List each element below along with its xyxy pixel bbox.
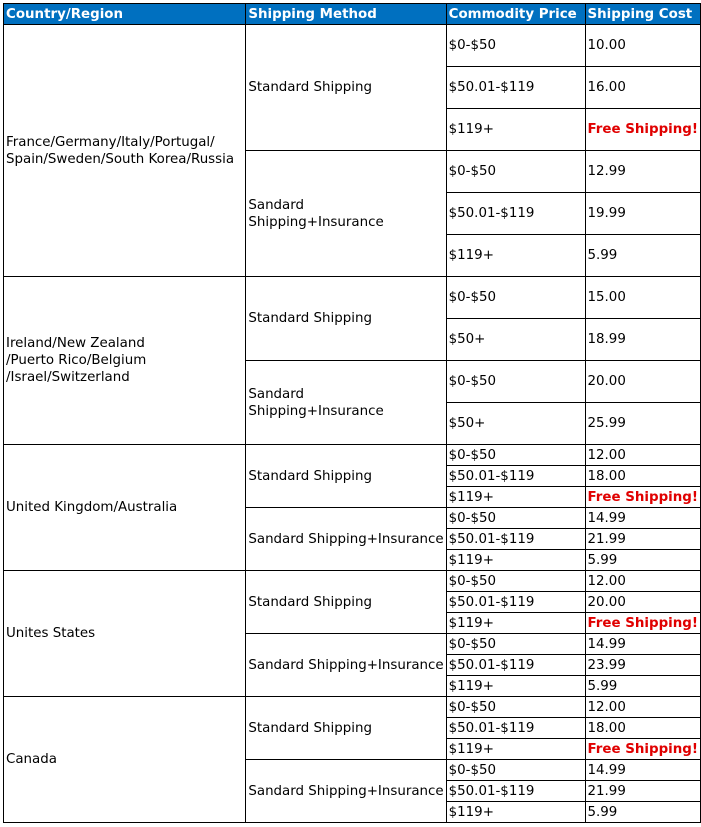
commodity-price-cell: $0-$50 (446, 508, 585, 529)
table-row (4, 697, 701, 718)
header-shipping-cost: Shipping Cost (585, 4, 701, 25)
shipping-cost-cell: 12.00 (585, 697, 701, 718)
shipping-cost-cell: 10.00 (585, 25, 701, 67)
method-line: Sandard (248, 386, 305, 402)
commodity-price-cell: $0-$50 (446, 697, 585, 718)
commodity-price-cell: $119+ (446, 235, 585, 277)
shipping-cost-table (3, 3, 701, 823)
shipping-cost-cell: 12.00 (585, 445, 701, 466)
shipping-method-cell: Sandard Shipping+Insurance (246, 508, 446, 571)
shipping-cost-cell: 14.99 (585, 634, 701, 655)
header-country-region: Country/Region (4, 4, 246, 25)
country-line: /Puerto Rico/Belgium (6, 353, 147, 368)
country-line: France/Germany/Italy/Portugal/ (6, 134, 215, 150)
commodity-price-cell: $50+ (446, 319, 585, 361)
commodity-price-cell: $119+ (446, 550, 585, 571)
shipping-cost-cell: 5.99 (585, 802, 701, 823)
commodity-price-cell: $50.01-$119 (446, 67, 585, 109)
shipping-method-cell: Standard Shipping (246, 25, 446, 151)
shipping-cost-cell: 5.99 (585, 550, 701, 571)
free-shipping-label: Free Shipping! (585, 613, 701, 634)
country-region-cell (4, 277, 246, 445)
shipping-cost-cell: 19.99 (585, 193, 701, 235)
commodity-price-cell: $0-$50 (446, 571, 585, 592)
shipping-cost-cell: 15.00 (585, 277, 701, 319)
header-shipping-method: Shipping Method (246, 4, 446, 25)
shipping-cost-cell: 20.00 (585, 592, 701, 613)
commodity-price-cell: $50.01-$119 (446, 655, 585, 676)
shipping-cost-cell: 18.99 (585, 319, 701, 361)
shipping-cost-cell: 14.99 (585, 508, 701, 529)
country-line: /Israel/Switzerland (6, 370, 130, 385)
shipping-cost-cell: 25.99 (585, 403, 701, 445)
commodity-price-cell: $0-$50 (446, 361, 585, 403)
shipping-method-cell: Standard Shipping (246, 445, 446, 508)
shipping-cost-cell: 21.99 (585, 781, 701, 802)
shipping-cost-cell: 14.99 (585, 760, 701, 781)
method-line: Shipping+Insurance (248, 214, 384, 230)
country-region-cell: Canada (4, 697, 246, 823)
free-shipping-label: Free Shipping! (585, 109, 701, 151)
commodity-price-cell: $119+ (446, 109, 585, 151)
shipping-cost-cell: 20.00 (585, 361, 701, 403)
commodity-price-cell: $50.01-$119 (446, 592, 585, 613)
country-line: Ireland/New Zealand (6, 336, 145, 351)
commodity-price-cell: $119+ (446, 487, 585, 508)
method-line: Shipping+Insurance (248, 403, 384, 419)
table-row (4, 277, 701, 319)
shipping-cost-cell: 5.99 (585, 676, 701, 697)
shipping-cost-cell: 23.99 (585, 655, 701, 676)
country-region-cell: Unites States (4, 571, 246, 697)
shipping-method-cell: Standard Shipping (246, 697, 446, 760)
commodity-price-cell: $119+ (446, 739, 585, 760)
country-line: Spain/Sweden/South Korea/Russia (6, 151, 235, 167)
shipping-cost-cell: 5.99 (585, 235, 701, 277)
commodity-price-cell: $0-$50 (446, 760, 585, 781)
country-region-cell: United Kingdom/Australia (4, 445, 246, 571)
method-line: Sandard (248, 197, 305, 213)
commodity-price-cell: $0-$50 (446, 25, 585, 67)
free-shipping-label: Free Shipping! (585, 487, 701, 508)
shipping-method-cell (246, 151, 446, 277)
commodity-price-cell: $50.01-$119 (446, 193, 585, 235)
shipping-cost-cell: 18.00 (585, 718, 701, 739)
commodity-price-cell: $0-$50 (446, 445, 585, 466)
shipping-method-cell: Standard Shipping (246, 571, 446, 634)
shipping-method-cell (246, 361, 446, 445)
shipping-cost-cell: 21.99 (585, 529, 701, 550)
commodity-price-cell: $0-$50 (446, 634, 585, 655)
commodity-price-cell: $50.01-$119 (446, 781, 585, 802)
commodity-price-cell: $0-$50 (446, 277, 585, 319)
shipping-cost-cell: 18.00 (585, 466, 701, 487)
commodity-price-cell: $119+ (446, 802, 585, 823)
table-row (4, 571, 701, 592)
commodity-price-cell: $50.01-$119 (446, 529, 585, 550)
table-header-row (4, 4, 701, 25)
commodity-price-cell: $50+ (446, 403, 585, 445)
header-commodity-price: Commodity Price (446, 4, 585, 25)
shipping-cost-cell: 16.00 (585, 67, 701, 109)
shipping-method-cell: Sandard Shipping+Insurance (246, 760, 446, 823)
table-row (4, 445, 701, 466)
shipping-method-cell: Sandard Shipping+Insurance (246, 634, 446, 697)
shipping-cost-cell: 12.00 (585, 571, 701, 592)
commodity-price-cell: $119+ (446, 613, 585, 634)
commodity-price-cell: $50.01-$119 (446, 718, 585, 739)
commodity-price-cell: $50.01-$119 (446, 466, 585, 487)
free-shipping-label: Free Shipping! (585, 739, 701, 760)
commodity-price-cell: $0-$50 (446, 151, 585, 193)
table-row (4, 25, 701, 67)
shipping-cost-cell: 12.99 (585, 151, 701, 193)
commodity-price-cell: $119+ (446, 676, 585, 697)
country-region-cell (4, 25, 246, 277)
shipping-method-cell: Standard Shipping (246, 277, 446, 361)
